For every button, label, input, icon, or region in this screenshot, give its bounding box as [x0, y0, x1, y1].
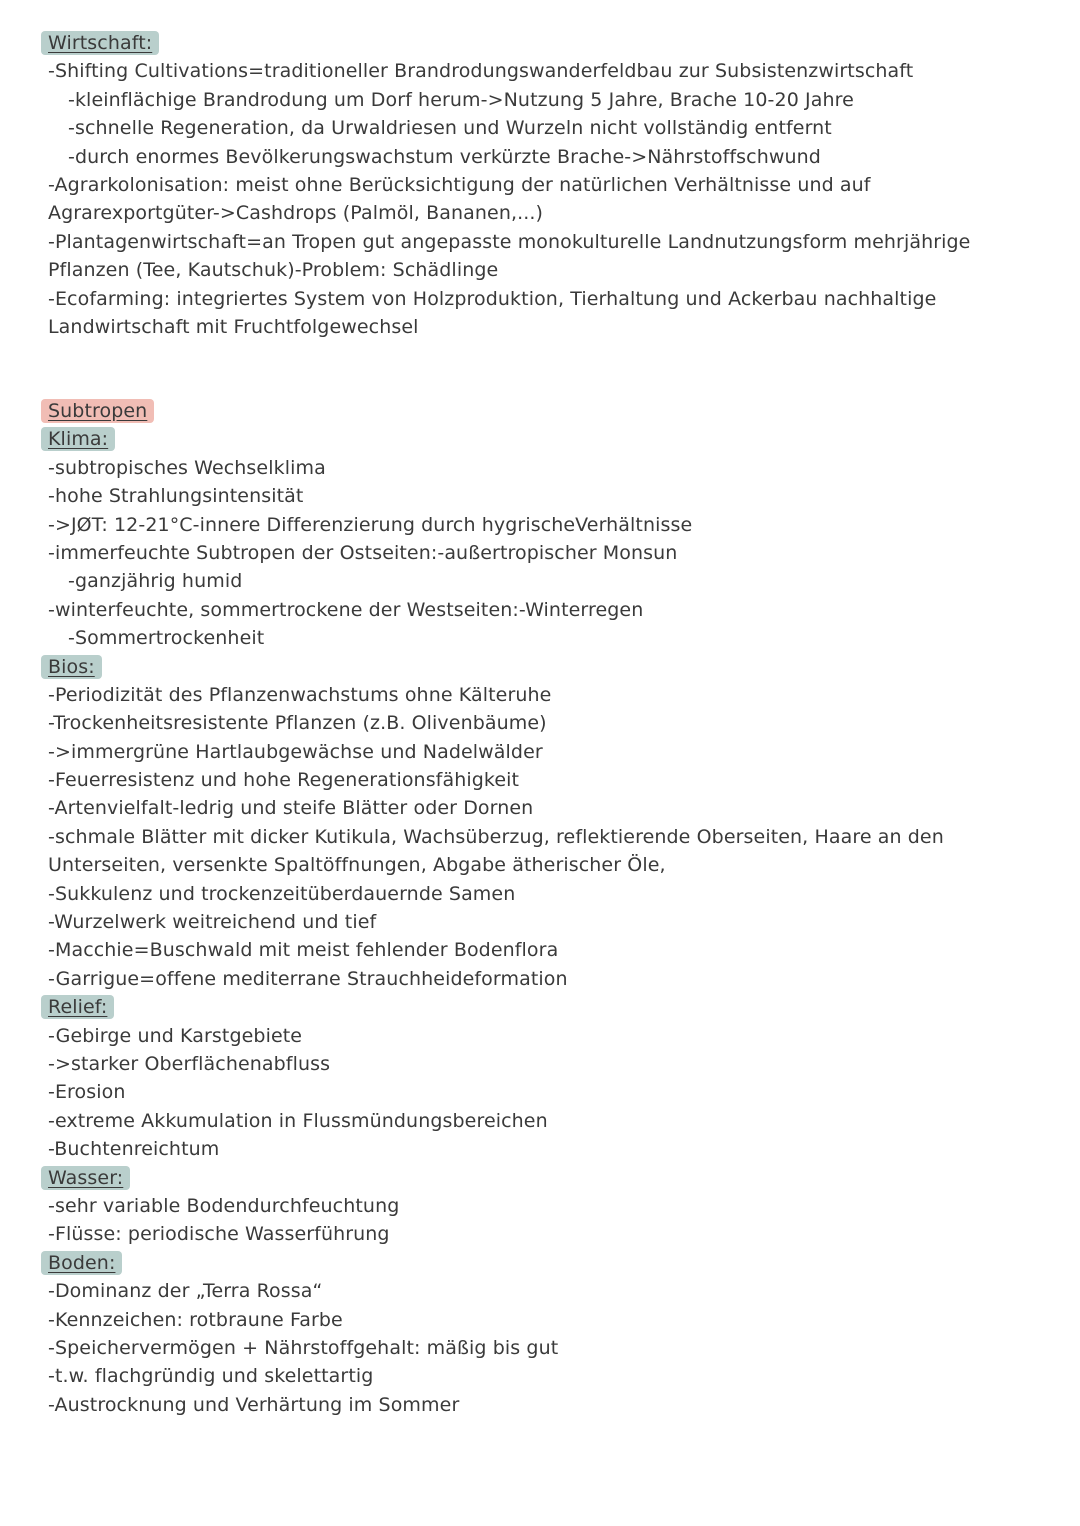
- text-line: -Periodizität des Pflanzenwachstums ohne Kälteruhe: [48, 683, 552, 706]
- text-line: -Erosion: [48, 1081, 126, 1104]
- wirtschaft-heading: Wirtschaft:: [41, 31, 159, 55]
- bios-heading: Bios:: [41, 655, 102, 679]
- text-line: -Macchie=Buschwald mit meist fehlender Bodenflora: [48, 939, 559, 962]
- text-line: -kleinflächige Brandrodung um Dorf herum->Nutzung 5 Jahre, Brache 10-20 Jahre: [68, 88, 854, 111]
- text-line: Landwirtschaft mit Fruchtfolgewechsel: [48, 315, 419, 338]
- text-line: -Austrocknung und Verhärtung im Sommer: [48, 1393, 460, 1416]
- boden-heading: Boden:: [41, 1251, 122, 1275]
- text-line: -schnelle Regeneration, da Urwaldriesen und Wurzeln nicht vollständig entfernt: [68, 117, 832, 140]
- text-line: -t.w. flachgründig und skelettartig: [48, 1365, 374, 1388]
- text-line: -Gebirge und Karstgebiete: [48, 1024, 303, 1047]
- text-line: -Kennzeichen: rotbraune Farbe: [48, 1308, 343, 1331]
- text-line: ->immergrüne Hartlaubgewächse und Nadelwälder: [48, 740, 543, 763]
- text-line: -Artenvielfalt-ledrig und steife Blätter oder Dornen: [48, 797, 534, 820]
- text-line: -Sommertrockenheit: [68, 627, 265, 650]
- klima-heading: Klima:: [41, 427, 115, 451]
- wasser-heading: Wasser:: [41, 1166, 130, 1190]
- text-line: Pflanzen (Tee, Kautschuk)-Problem: Schädlinge: [48, 259, 499, 282]
- text-line: ->starker Oberflächenabfluss: [48, 1052, 331, 1075]
- text-line: -sehr variable Bodendurchfeuchtung: [48, 1194, 400, 1217]
- text-line: ->JØT: 12-21°C-innere Differenzierung durch hygrischeVerhältnisse: [48, 513, 693, 536]
- text-line: -durch enormes Bevölkerungswachstum verkürzte Brache->Nährstoffschwund: [68, 145, 821, 168]
- text-line: Unterseiten, versenkte Spaltöffnungen, Abgabe ätherischer Öle,: [48, 854, 666, 877]
- text-line: -Trockenheitsresistente Pflanzen (z.B. Olivenbäume): [48, 712, 547, 735]
- subtropen-title: Subtropen: [41, 399, 154, 423]
- text-line: -Plantagenwirtschaft=an Tropen gut angepasste monokulturelle Landnutzungsform mehrjährige: [48, 230, 971, 253]
- text-line: -subtropisches Wechselklima: [48, 456, 326, 479]
- text-line: -Buchtenreichtum: [48, 1138, 220, 1161]
- text-line: -Speichervermögen + Nährstoffgehalt: mäßig bis gut: [48, 1336, 559, 1359]
- text-line: -Shifting Cultivations=traditioneller Brandrodungswanderfeldbau zur Subsistenzwirtschaft: [48, 60, 914, 83]
- text-line: -Garrigue=offene mediterrane Strauchheideformation: [48, 967, 568, 990]
- subtropen-section: [48, 397, 1048, 1419]
- text-line: Agrarexportgüter->Cashdrops (Palmöl, Bananen,...): [48, 202, 544, 225]
- text-line: -schmale Blätter mit dicker Kutikula, Wachsüberzug, reflektierende Oberseiten, Haare an den: [48, 825, 944, 848]
- text-line: -extreme Akkumulation in Flussmündungsbereichen: [48, 1109, 548, 1132]
- text-line: -Flüsse: periodische Wasserführung: [48, 1223, 390, 1246]
- text-line: -Wurzelwerk weitreichend und tief: [48, 911, 377, 934]
- relief-heading: Relief:: [41, 995, 114, 1019]
- text-line: -winterfeuchte, sommertrockene der Westseiten:-Winterregen: [48, 598, 644, 621]
- text-line: -immerfeuchte Subtropen der Ostseiten:-außertropischer Monsun: [48, 541, 678, 564]
- text-line: -ganzjährig humid: [68, 570, 243, 593]
- text-line: -hohe Strahlungsintensität: [48, 485, 304, 508]
- wirtschaft-section: [48, 29, 1048, 341]
- text-line: -Feuerresistenz und hohe Regenerationsfähigkeit: [48, 769, 520, 792]
- text-line: -Agrarkolonisation: meist ohne Berücksichtigung der natürlichen Verhältnisse und auf: [48, 173, 871, 196]
- text-line: -Ecofarming: integriertes System von Holzproduktion, Tierhaltung und Ackerbau nachhaltige: [48, 287, 937, 310]
- text-line: -Dominanz der „Terra Rossa“: [48, 1280, 323, 1303]
- text-line: -Sukkulenz und trockenzeitüberdauernde Samen: [48, 882, 516, 905]
